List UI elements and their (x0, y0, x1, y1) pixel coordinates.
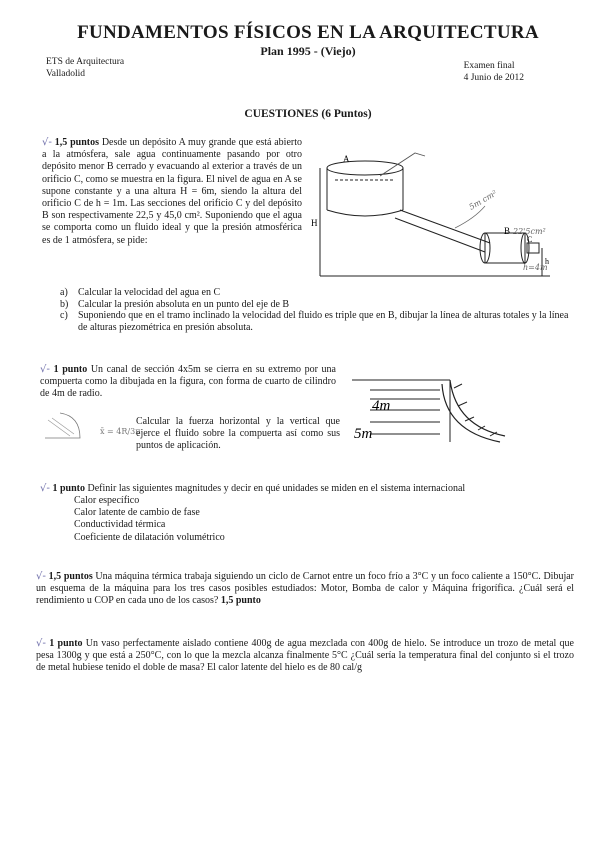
question-3 (40, 483, 570, 495)
school-info (46, 56, 124, 80)
question-5 (36, 638, 574, 675)
q3-text: Definir las siguientes magnitudes y decir en qué unidades se miden en el sistema internacional (87, 483, 466, 494)
list-item: c) Suponiendo que en el tramo inclinado la velocidad del fluido es triple que en B, dibujar la línea de alturas totales y la línea de alturas piezométrica en presión absoluta. (60, 310, 569, 333)
checkmark-icon: √- (40, 364, 50, 375)
q4-text: Una máquina térmica trabaja siguiendo un ciclo de Carnot entre un foco frío a 3°C y un foco caliente a 150°C. Dibujar un esquema de la máquina para los tres casos posibles estudiados: Motor, Bomba de calor y Máquina frigorífica. ¿Cuál será el rendimiento u COP en cada uno de los casos? (36, 571, 574, 607)
document-title: FUNDAMENTOS FÍSICOS EN LA ARQUITECTURA (77, 22, 539, 43)
q1-items (60, 287, 570, 333)
q1-points: 1,5 puntos (54, 137, 100, 148)
section-title: CUESTIONES (6 Puntos) (244, 108, 372, 120)
checkmark-icon: √- (40, 483, 50, 494)
svg-text:x̄ = 4R/3π: x̄ = 4R/3π (100, 427, 141, 436)
handwritten-sketch (40, 408, 141, 448)
label-C: C (527, 235, 533, 244)
q3-items (74, 495, 225, 544)
handwriting-h: h=4m (523, 263, 548, 272)
q5-points: 1 punto (49, 638, 83, 649)
question-2 (40, 364, 336, 401)
list-item: a) Calcular la velocidad del agua en C (60, 287, 221, 298)
label-radius: 4m (372, 398, 391, 414)
handwriting-area-b: 5m cm² (467, 188, 499, 212)
checkmark-icon: √- (36, 571, 46, 582)
tank-figure (305, 148, 555, 283)
list-item: b) Calcular la presión absoluta en un punto del eje de B (60, 298, 290, 310)
exam-line-1: Examen final (463, 61, 515, 71)
school-line-1: ETS de Arquitectura (46, 57, 125, 67)
school-line-2: Valladolid (46, 69, 86, 79)
question-1 (42, 137, 302, 247)
q4-points: 1,5 puntos (48, 571, 93, 582)
list-item: Calor específico (74, 495, 140, 506)
checkmark-icon: √- (36, 638, 46, 649)
label-B: B (504, 226, 511, 236)
label-width: 5m (354, 426, 373, 442)
label-A: A (343, 154, 350, 164)
checkmark-icon: √- (42, 137, 52, 148)
q4-points-end: 1,5 punto (220, 595, 261, 607)
exam-info (464, 60, 524, 84)
label-H: H (311, 218, 318, 228)
q2-text-continued: Calcular la fuerza horizontal y la vertical que ejerce el fluido sobre la compuerta así como sus puntos de aplicación. (136, 416, 340, 452)
q1-text: Desde un depósito A muy grande que está abierto a la atmósfera, sale agua continuamente pasando por otro depósito menor B cerrado y evacuando al exterior a través de un orificio C, como se muestra en la figura. El nivel de agua en A se supone constante y a una altura H = 6m, siendo la altura del orificio C de h = 1m. Las secciones del orificio C y del depósito B son respectivamente 22,5 y 45,0 cm². Suponiendo que el agua se comporta como un fluido ideal y que la presión atmosférica es de 1 atmósfera, se pide: (42, 137, 303, 246)
q2-points: 1 punto (53, 364, 88, 375)
label-h: h (545, 257, 549, 266)
gate-figure (350, 376, 550, 456)
list-item: Calor latente de cambio de fase (74, 507, 200, 519)
plan-subtitle: Plan 1995 - (Viejo) (260, 44, 356, 58)
list-item: Conductividad térmica (74, 519, 166, 531)
q2-text: Un canal de sección 4x5m se cierra en su extremo por una compuerta como la dibujada en la figura, con forma de cuarto de cilindro de 4m de radio. (40, 364, 336, 400)
exam-line-2: 4 Junio de 2012 (463, 73, 524, 83)
q3-points: 1 punto (52, 483, 85, 494)
question-4 (36, 571, 574, 608)
list-item: Coeficiente de dilatación volumétrico (74, 531, 225, 543)
q5-text: Un vaso perfectamente aislado contiene 400g de agua mezclada con 400g de hielo. Se introduce un trozo de metal que pesa 1300g y que está a 250°C, con lo que la mezcla alcanza finalmente 5°C ¿Cuál sería la temperatura final del conjunto si el trozo de metal hubiese tenido el doble de masa? El calor latente del hielo es de 80 cal/g (36, 638, 575, 674)
handwriting-area-c: 22'5cm² (513, 227, 546, 236)
